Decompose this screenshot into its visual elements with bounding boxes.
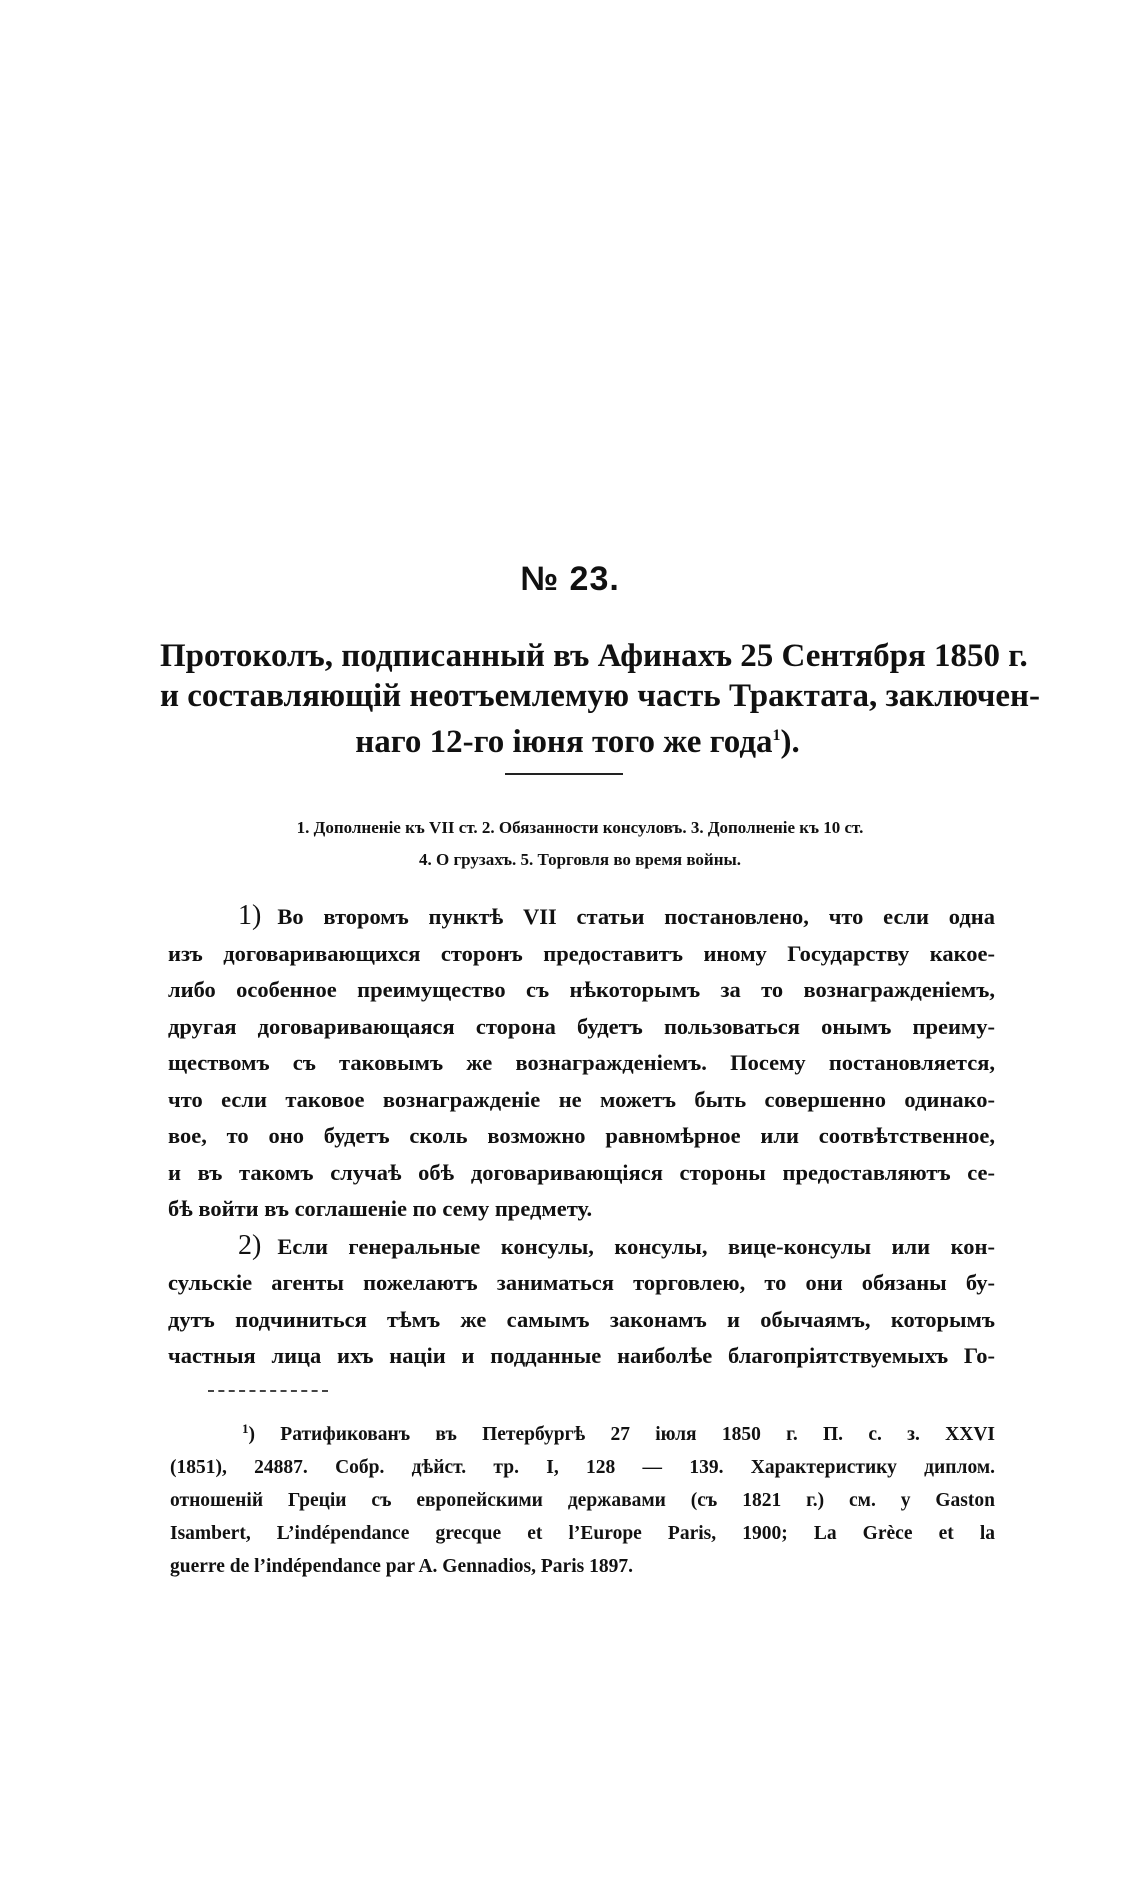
text-line: бѣ войти въ соглашеніе по сему предмету. xyxy=(168,1196,593,1221)
text-line: дутъ подчиниться тѣмъ же самымъ законамъ и обычаямъ, которымъ xyxy=(168,1306,995,1332)
text-line: вое, то оно будетъ сколь возможно равномѣрное или соотвѣтственное, xyxy=(168,1123,995,1148)
paragraph-number: 2) xyxy=(238,1229,262,1261)
text-line: что если таковое вознагражденіе не можетъ быть совершенно одинако- xyxy=(168,1086,995,1112)
title-footnote-ref: 1 xyxy=(772,727,781,744)
summary-line: 4. О грузахъ. 5. Торговля во время войны. xyxy=(418,850,742,869)
footnote-separator xyxy=(208,1390,328,1392)
text-line: другая договаривающаяся сторона будетъ пользоваться онымъ преиму- xyxy=(168,1013,995,1039)
footnote xyxy=(170,1412,995,1583)
footnote-line-content: ) Ратификованъ въ Петербургѣ 27 іюля 1850 г. П. с. з. XXVI xyxy=(248,1424,995,1445)
text-line xyxy=(168,1228,995,1266)
footnote-marker: 1 xyxy=(242,1421,249,1436)
contents-summary xyxy=(165,812,995,876)
paragraph-2 xyxy=(168,1228,995,1375)
title-line xyxy=(160,716,995,762)
text-line xyxy=(168,898,995,936)
footnote-line: Isambert, L’indépendance grecque et l’Europe Paris, 1900; La Grèce et la xyxy=(170,1523,995,1544)
text-line-content: Во второмъ пунктѣ VII статьи постановлено, что если одна xyxy=(277,904,995,929)
text-line: изъ договаривающихся сторонъ предоставитъ иному Государству какое- xyxy=(168,940,995,966)
protocol-title xyxy=(160,636,1041,762)
footnote-line: отношеній Греціи съ европейскими державами (съ 1821 г.) см. у Gaston xyxy=(170,1490,995,1511)
text-line: ществомъ съ таковымъ же вознагражденіемъ. Посему постановляется, xyxy=(168,1050,995,1075)
paragraph-number: 1) xyxy=(238,900,262,931)
text-line: частныя лица ихъ націи и подданные наиболѣе благопріятствуемыхъ Го- xyxy=(168,1343,995,1368)
main-text xyxy=(168,898,995,1375)
title-line-text: наго 12-го іюня того же года xyxy=(355,724,773,760)
footnote-line: guerre de l’indépendance par A. Gennadios, Paris 1897. xyxy=(170,1556,633,1577)
text-line: либо особенное преимущество съ нѣкоторымъ за то вознагражденіемъ, xyxy=(168,977,995,1002)
text-line: сульскіе агенты пожелаютъ заниматься торговлею, то они обязаны бу- xyxy=(168,1270,995,1295)
document-number: № 23. xyxy=(520,560,620,598)
title-closing: ). xyxy=(780,724,800,760)
title-line: и составляющій неотъемлемую часть Трактата, заключен- xyxy=(160,678,1041,714)
title-line: Протоколъ, подписанный въ Афинахъ 25 Сентября 1850 г. xyxy=(160,638,1028,674)
footnote-line: (1851), 24887. Собр. дѣйст. тр. I, 128 — 139. Характеристику диплом. xyxy=(170,1457,995,1478)
summary-line: 1. Дополненіе къ VII ст. 2. Обязанности консуловъ. 3. Дополненіе къ 10 ст. xyxy=(296,818,864,837)
paragraph-1 xyxy=(168,898,995,1228)
title-divider xyxy=(505,773,623,775)
text-line-content: Если генеральные консулы, консулы, вице-консулы или кон- xyxy=(277,1233,995,1259)
footnote-line xyxy=(170,1412,995,1451)
text-line: и въ такомъ случаѣ обѣ договаривающіяся стороны предоставляютъ се- xyxy=(168,1159,995,1185)
